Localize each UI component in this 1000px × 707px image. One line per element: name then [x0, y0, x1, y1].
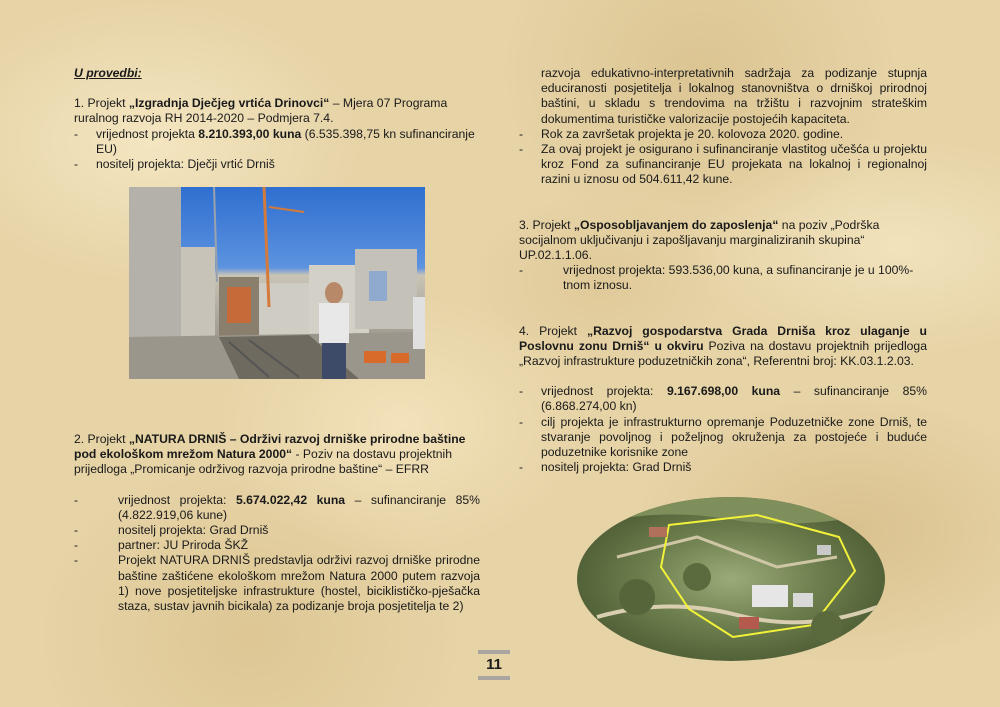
right-column: [519, 66, 927, 475]
list-item: - vrijednost projekta: 5.674.022,42 kuna – sufinanciranje 85% (4.822.919,06 kune): [74, 493, 480, 523]
list-item: - nositelj projekta: Dječji vrtić Drniš: [74, 157, 480, 172]
list-item: - vrijednost projekta 8.210.393,00 kuna (6.535.398,75 kn sufinanciranje EU): [74, 127, 480, 157]
list-item: - vrijednost projekta: 9.167.698,00 kuna – sufinanciranje 85% (6.868.274,00 kn): [519, 384, 927, 414]
project-3-title: 3. Projekt „Osposobljavanjem do zaposlenja“ na poziv „Podrška socijalnom uključivanju i zapošljavanju marginaliziranih skupina“ UP.02.1.1.06.: [519, 217, 880, 263]
project-2-continuation: razvoja edukativno-interpretativnih sadržaja za podizanje stupnja educiranosti posjetitelja i lokalnog stanovništva o drniškoj prirodnoj baštini, u skladu s trendovima na tržištu i razvojnim strateškim dokumentima turističke valorizacije postojećih kapaciteta.: [541, 66, 927, 126]
business-zone-aerial-map: [577, 497, 885, 661]
project-1-details: [74, 127, 480, 173]
list-item: - Za ovaj projekt je osigurano i sufinanciranje vlastitog učešća u projektu kroz Fond za sufinanciranje EU projekata na lokalnoj i regionalnoj razini u iznosu od 504.611,42 kune.: [519, 142, 927, 188]
list-item: - cilj projekta je infrastrukturno opremanje Poduzetničke zone Drniš, te stvaranje povoljnog i poželjnog okruženja za postojeće i buduće poduzetnike korisnike zone: [519, 415, 927, 461]
list-item: - partner: JU Priroda ŠKŽ: [74, 538, 480, 553]
page-number: 11: [478, 650, 510, 680]
project-2-title: 2. Projekt „NATURA DRNIŠ – Održivi razvoj drniške prirodne baštine pod ekološkom mrežom Natura 2000“ - Poziv na dostavu projektnih prijedloga „Promicanje održivog razvoja prirodne baštine“ – EFRR: [74, 432, 466, 477]
list-item: - nositelj projekta: Grad Drniš: [519, 460, 927, 475]
project-3-details: [519, 263, 927, 293]
project-4-title: 4. Projekt „Razvoj gospodarstva Grada Drniša kroz ulaganje u Poslovnu zonu Drniš“ u okviru Poziva na dostavu projektnih prijedloga „Razvoj infrastrukture poduzetničkih zona“, Referentni broj: KK.03.1.2.03.: [519, 323, 927, 369]
list-item: - Projekt NATURA DRNIŠ predstavlja održivi razvoj drniške prirodne baštine zaštićene ekološkom mrežom Natura 2000 putem razvoja 1) nove posjetiteljske infrastrukture (hostel, biciklističko-pješačka staza, sustav javnih bicikala) za podizanje broja posjetitelja te 2): [74, 553, 480, 614]
kindergarten-construction-photo: [129, 187, 425, 379]
project-2-extra-details: [519, 127, 927, 188]
left-column: [74, 66, 480, 172]
project-2-details: [74, 493, 480, 615]
list-item: - nositelj projekta: Grad Drniš: [74, 523, 480, 538]
project-4-details: [519, 384, 927, 475]
section-heading: U provedbi:: [74, 66, 142, 80]
list-item: - Rok za završetak projekta je 20. kolovoza 2020. godine.: [519, 127, 927, 142]
project-2-block: [74, 432, 480, 614]
project-1-title: 1. Projekt „Izgradnja Dječjeg vrtića Drinovci“ – Mjera 07 Programa ruralnog razvoja RH 2014-2020 – Podmjera 7.4.: [74, 96, 448, 126]
list-item: - vrijednost projekta: 593.536,00 kuna, a sufinanciranje je u 100%-tnom iznosu.: [519, 263, 927, 293]
